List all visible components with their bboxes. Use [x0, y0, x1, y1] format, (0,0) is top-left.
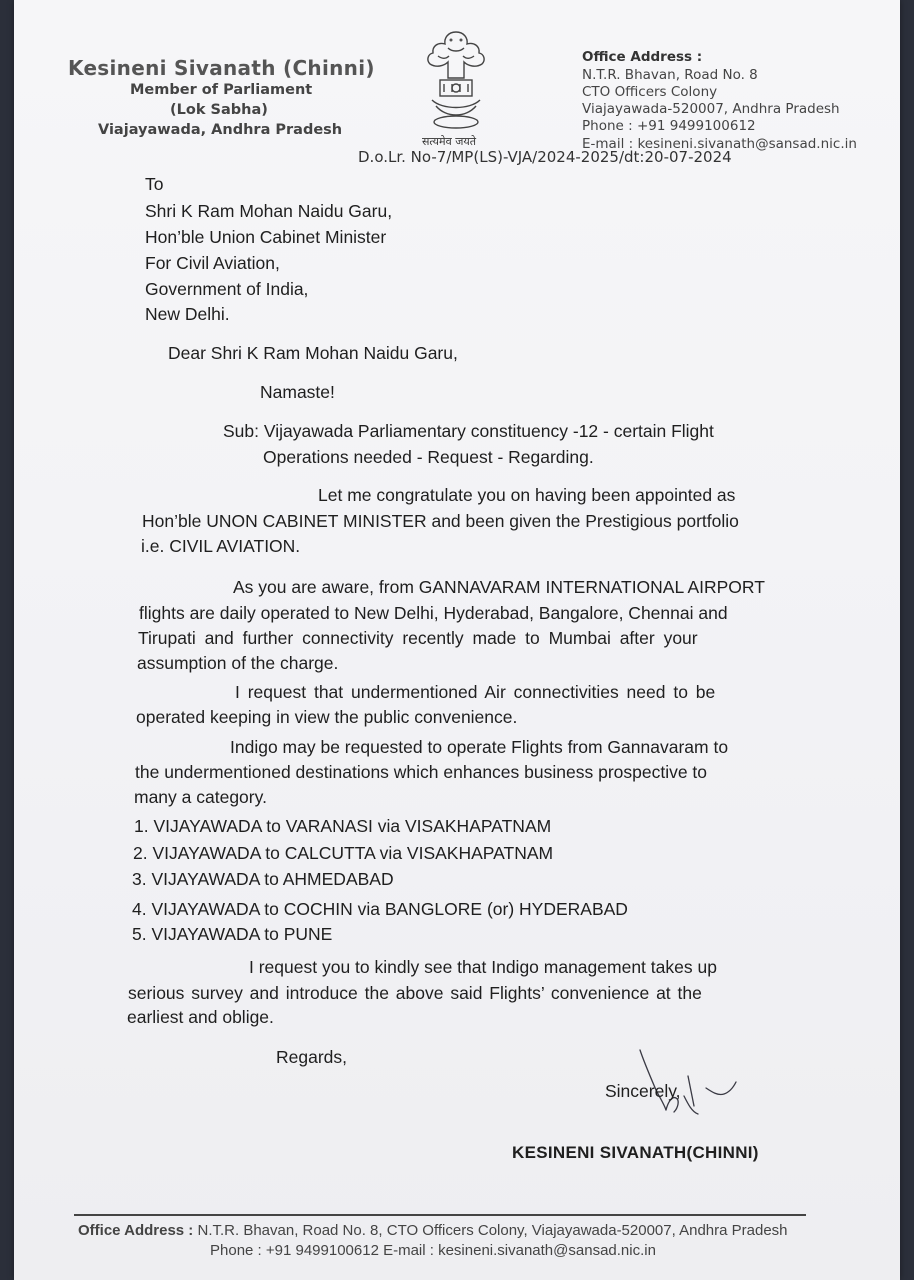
route-item: 3. VIJAYAWADA to AHMEDABAD — [132, 869, 394, 889]
office-address-heading: Office Address : — [582, 49, 703, 65]
route-item: 5. VIJAYAWADA to PUNE — [132, 924, 333, 944]
salutation: Dear Shri K Ram Mohan Naidu Garu, — [168, 343, 458, 363]
greeting: Namaste! — [260, 382, 335, 402]
office-email: E-mail : kesineni.sivanath@sansad.nic.in — [582, 136, 857, 152]
reference-number: D.o.Lr. No-7/MP(LS)-VJA/2024-2025/dt:20-07-2024 — [358, 148, 732, 166]
route-item: 2. VIJAYAWADA to CALCUTTA via VISAKHAPATNAM — [133, 843, 554, 863]
letter-page — [14, 0, 900, 1280]
paragraph-line: Indigo may be requested to operate Flights from Gannavaram to — [230, 737, 729, 757]
paragraph-line: many a category. — [134, 787, 267, 807]
regards: Regards, — [276, 1047, 348, 1067]
sincerely: Sincerely, — [605, 1081, 681, 1101]
paragraph-line: operated keeping in view the public convenience. — [136, 707, 518, 727]
recipient-line: Government of India, — [145, 279, 309, 299]
paragraph-line: I request that undermentioned Air connectivities need to be — [235, 682, 716, 702]
footer-divider — [74, 1214, 806, 1216]
route-item: 4. VIJAYAWADA to COCHIN via BANGLORE (or) HYDERABAD — [132, 899, 628, 919]
paragraph-line: As you are aware, from GANNAVARAM INTERNATIONAL AIRPORT — [233, 577, 765, 597]
to-label: To — [145, 174, 164, 194]
recipient-line: For Civil Aviation, — [145, 253, 280, 273]
mp-designation: Member of Parliament — [130, 82, 313, 98]
route-item: 1. VIJAYAWADA to VARANASI via VISAKHAPATNAM — [134, 816, 552, 836]
national-emblem-icon — [418, 26, 494, 136]
paragraph-line: Tirupati and further connectivity recently made to Mumbai after your — [138, 628, 698, 648]
recipient-line: New Delhi. — [145, 304, 230, 324]
office-phone: Phone : +91 9499100612 — [582, 118, 756, 134]
paragraph-line: flights are daily operated to New Delhi, Hyderabad, Bangalore, Chennai and — [139, 603, 728, 623]
footer-address-text: N.T.R. Bhavan, Road No. 8, CTO Officers Colony, Viajayawada-520007, Andhra Pradesh — [193, 1222, 788, 1239]
signatory-name: KESINENI SIVANATH(CHINNI) — [512, 1143, 759, 1162]
paragraph-line: serious survey and introduce the above said Flights’ convenience at the — [128, 983, 702, 1003]
paragraph-line: Let me congratulate you on having been appointed as — [318, 485, 736, 505]
emblem-motto: सत्यमेव जयते — [422, 135, 477, 148]
office-address-line: N.T.R. Bhavan, Road No. 8 — [582, 67, 758, 83]
recipient-line: Shri K Ram Mohan Naidu Garu, — [145, 201, 393, 221]
subject-line: Operations needed - Request - Regarding. — [263, 447, 594, 467]
paragraph-line: assumption of the charge. — [137, 653, 339, 673]
subject-line: Sub: Vijayawada Parliamentary constituency -12 - certain Flight — [223, 421, 714, 441]
mp-constituency: Viajayawada, Andhra Pradesh — [98, 122, 343, 138]
mp-name: Kesineni Sivanath (Chinni) — [68, 56, 375, 80]
office-address-line: Viajayawada-520007, Andhra Pradesh — [582, 101, 840, 117]
paragraph-line: I request you to kindly see that Indigo management takes up — [249, 957, 717, 977]
paragraph-line: i.e. CIVIL AVIATION. — [141, 536, 301, 556]
paragraph-line: earliest and oblige. — [127, 1007, 274, 1027]
office-address-line: CTO Officers Colony — [582, 84, 718, 100]
paragraph-line: the undermentioned destinations which enhances business prospective to — [135, 762, 708, 782]
paragraph-line: Hon’ble UNON CABINET MINISTER and been given the Prestigious portfolio — [142, 511, 739, 531]
recipient-line: Hon’ble Union Cabinet Minister — [145, 227, 387, 247]
footer-address-label: Office Address : — [78, 1222, 194, 1239]
mp-house: (Lok Sabha) — [170, 102, 268, 118]
footer-contact: Phone : +91 9499100612 E-mail : kesineni.sivanath@sansad.nic.in — [210, 1242, 656, 1259]
footer-address — [78, 1222, 788, 1239]
